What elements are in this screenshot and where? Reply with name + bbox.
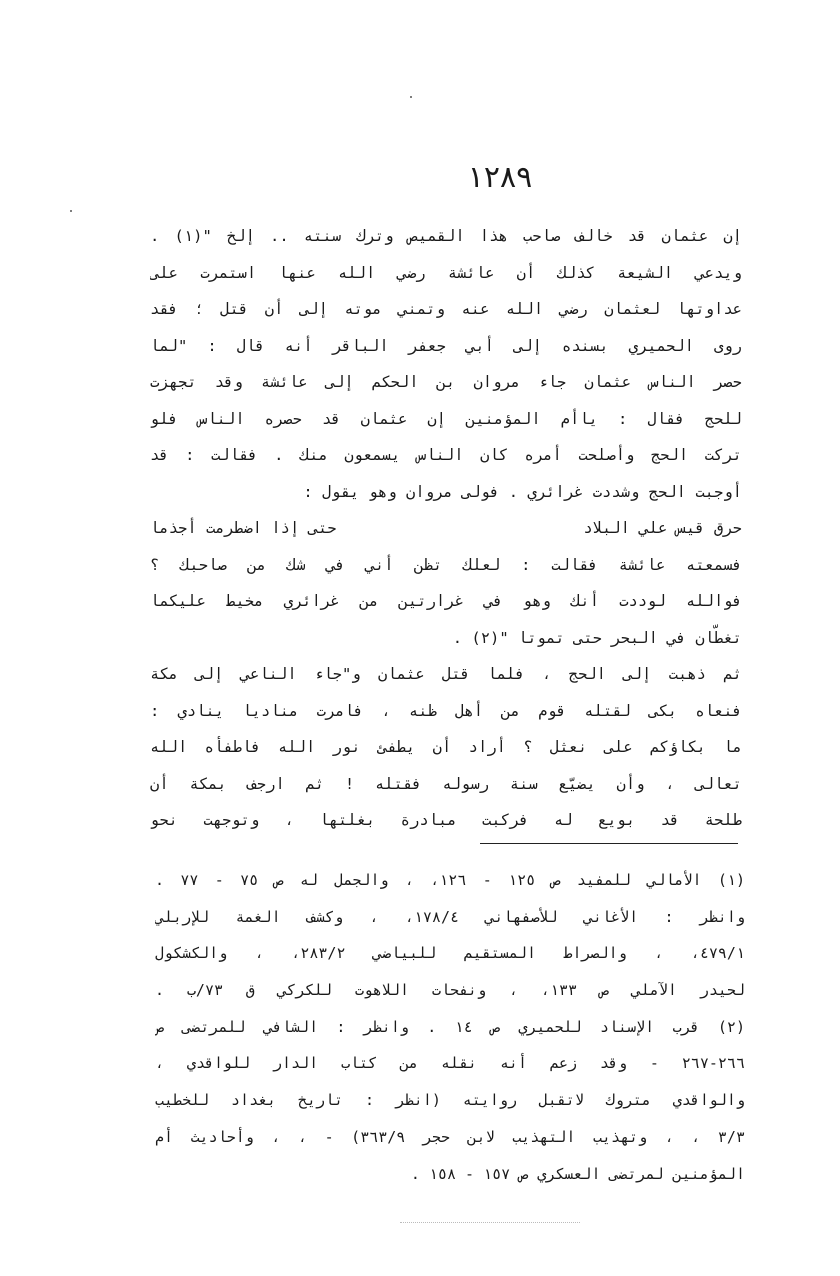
text-line: طلحة قد بويع له فركبت مبادرة بغلتها ، وتوجهت نحو xyxy=(150,811,742,829)
text-line: إن عثمان قد خالف صاحب هذا القميص وترك سنته .. إلخ "(١) . xyxy=(150,227,742,245)
footnote-line: وانظر : الأغاني للأصفهاني ١٧٨/٤، ، وكشف الغمة للإربلي xyxy=(155,907,745,926)
text-line: ثم ذهبت إلى الحج ، فلما قتل عثمان و"جاء الناعي إلى مكة xyxy=(150,665,742,683)
scan-speck xyxy=(410,96,412,98)
text-line: حصر الناس عثمان جاء مروان بن الحكم إلى عائشة وقد تجهزت xyxy=(150,373,742,391)
text-line: ويدعي الشيعة كذلك أن عائشة رضي الله عنها استمرت على xyxy=(150,263,742,282)
footnote-line: ٢٦٦-٢٦٧ - وقد زعم أنه نقله من كتاب الدار للواقدي ، xyxy=(155,1054,745,1073)
text-line: فنعاه بكى لقتله قوم من أهل ظنه ، فامرت مناديا ينادي : xyxy=(150,701,742,720)
scan-speck xyxy=(70,210,72,212)
text-line: أوجبت الحج وشددت غرائري . فولى مروان وهو يقول : xyxy=(303,482,742,501)
footnote-line: ٣/٣ ، ، وتهذيب التهذيب لابن حجر ٣٦٣/٩) - ، ، وأحاديث أم xyxy=(155,1127,745,1146)
footnote-line: لحيدر الآملي ص ١٣٣، ، ونفحات اللاهوت للكركي ق ٧٣/ب . xyxy=(155,981,745,1000)
text-line: فوالله لوددت أنك وهو في غرارتين من غرائري مخيط عليكما xyxy=(150,592,742,610)
poem-verse xyxy=(150,510,742,547)
page-number: ١٢٨٩ xyxy=(467,160,533,195)
text-line: تغطّان في البحر حتى تموتا "(٢) . xyxy=(452,628,742,647)
main-text xyxy=(150,218,742,839)
footnote-line: المؤمنين لمرتضى العسكري ص ١٥٧ - ١٥٨ . xyxy=(410,1164,745,1183)
text-line: فسمعته عائشة فقالت : لعلك تظن أني في شك من صاحبك ؟ xyxy=(150,555,742,574)
verse-second-hemistich: حتى إذا اضطرمت أجذما xyxy=(150,519,337,537)
footnote-line: (٢) قرب الإسناد للحميري ص ١٤ . وانظر : الشافي للمرتضى ص xyxy=(155,1017,745,1036)
text-line: ما بكاؤكم على نعثل ؟ أراد أن يطفئ نور الله فاطفأه الله xyxy=(150,738,742,756)
text-line: تركت الحج وأصلحت أمره كان الناس يسمعون منك . فقالت : قد xyxy=(150,446,742,464)
footnote-separator xyxy=(480,843,738,844)
footnotes xyxy=(155,862,745,1192)
scan-smudge xyxy=(400,1222,580,1225)
verse-first-hemistich: حرق قيس علي البلاد xyxy=(583,519,742,537)
text-line: روى الحميري بسنده إلى أبي جعفر الباقر أنه قال : "لما xyxy=(150,336,742,355)
footnote-line: (١) الأمالي للمفيد ص ١٢٥ - ١٢٦، ، والجمل له ص ٧٥ - ٧٧ . xyxy=(155,871,745,889)
footnote-line: ٤٧٩/١، ، والصراط المستقيم للبياضي ٢٨٣/٢، ، والكشكول xyxy=(155,944,745,963)
text-line: عداوتها لعثمان رضي الله عنه وتمني موته إلى أن قتل ؛ فقد xyxy=(150,300,742,318)
footnote-line: والواقدي متروك لاتقبل روايته (انظر : تاريخ بغداد للخطيب xyxy=(155,1091,745,1110)
text-line: تعالى ، وأن يضيّع سنة رسوله فقتله ! ثم ارجف بمكة أن xyxy=(150,774,742,793)
text-line: للحج فقال : ياأم المؤمنين إن عثمان قد حصره الناس فلو xyxy=(150,409,742,428)
